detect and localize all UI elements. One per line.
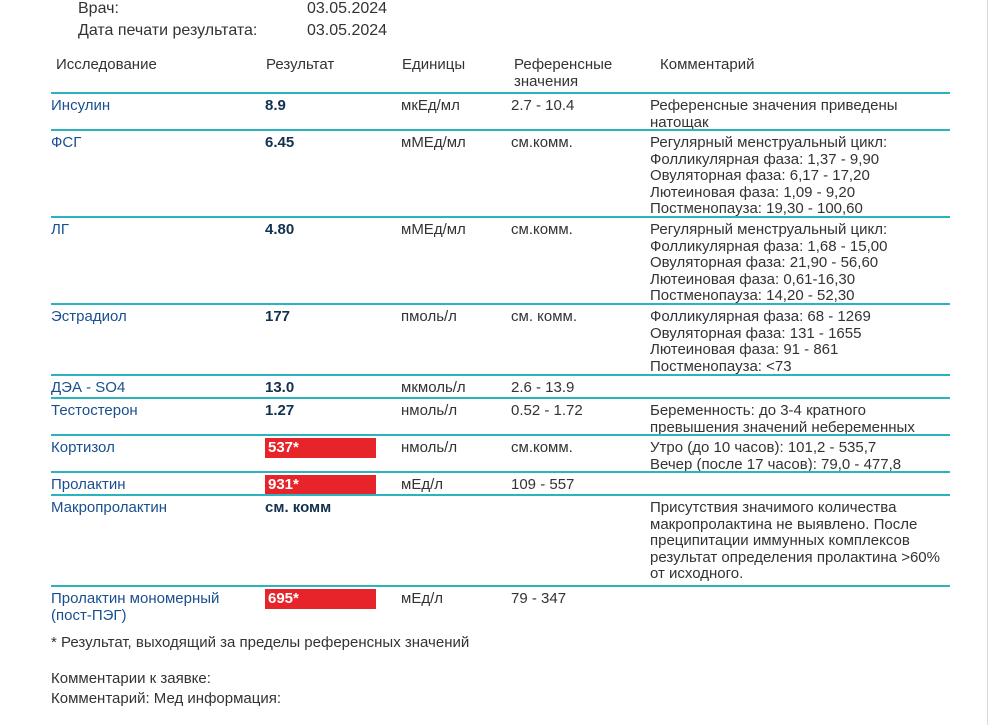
print-date-label: Дата печати результата:: [78, 22, 258, 39]
test-name: Эстрадиол: [51, 308, 127, 325]
result-value-flagged: 695*: [265, 589, 376, 609]
result-value: 4.80: [265, 221, 295, 238]
test-name: Тестостерон: [51, 402, 138, 419]
request-comments-label: Комментарии к заявке:: [51, 670, 211, 687]
doctor-value: 03.05.2024: [307, 0, 388, 17]
test-name: ЛГ: [51, 221, 69, 238]
test-name: Инсулин: [51, 97, 111, 114]
table-row: [51, 471, 950, 495]
result-comment: Регулярный менструальный цикл: Фолликулярная фаза: 1,37 - 9,90 Овуляторная фаза: 6,17 - 17,20 Лютеиновая фаза: 1,09 - 9,20 Постменопауза: 19,30 - 100,60: [650, 134, 888, 217]
result-value: 177: [265, 308, 291, 325]
table-row: [51, 216, 950, 304]
table-row: [51, 434, 950, 472]
result-value-flagged: 931*: [265, 475, 376, 495]
result-units: мМЕд/мл: [401, 221, 466, 238]
print-date-row: [0, 22, 1000, 42]
result-value-flagged: 537*: [265, 438, 376, 458]
table-row: [51, 585, 950, 623]
test-name: ФСГ: [51, 134, 82, 151]
reference-range: см.комм.: [511, 221, 573, 238]
result-value: 8.9: [265, 97, 286, 114]
reference-range: 2.7 - 10.4: [511, 97, 575, 114]
test-name: ДЭА - SO4: [51, 379, 126, 396]
result-comment: Утро (до 10 часов): 101,2 - 535,7 Вечер (после 17 часов): 79,0 - 477,8: [650, 439, 902, 473]
result-units: пмоль/л: [401, 308, 457, 325]
table-row: [51, 374, 950, 398]
result-value: 13.0: [265, 379, 295, 396]
reference-range: 2.6 - 13.9: [511, 379, 575, 396]
test-name: Пролактин мономерный (пост-ПЭГ): [51, 590, 220, 624]
result-units: нмоль/л: [401, 402, 458, 419]
test-name: Макропролактин: [51, 499, 168, 516]
out-of-range-footnote: * Результат, выходящий за пределы референсных значений: [51, 634, 470, 651]
page-edge-line: [987, 0, 988, 725]
column-header-units: Единицы: [402, 56, 466, 73]
reference-range: 0.52 - 1.72: [511, 402, 583, 419]
reference-range: см.комм.: [511, 134, 573, 151]
column-header-result: Результат: [266, 56, 335, 73]
result-value: 1.27: [265, 402, 295, 419]
result-value: 6.45: [265, 134, 295, 151]
test-name: Пролактин: [51, 476, 126, 493]
result-comment: Фолликулярная фаза: 68 - 1269 Овуляторная фаза: 131 - 1655 Лютеиновая фаза: 91 - 861 Постменопауза: <73: [650, 308, 871, 375]
result-units: нмоль/л: [401, 439, 458, 456]
reference-range: см. комм.: [511, 308, 578, 325]
column-header-reference: Референсные значения: [514, 56, 613, 90]
table-row: [51, 303, 950, 375]
result-value: см. комм: [265, 499, 332, 516]
doctor-row: [0, 0, 1000, 20]
result-comment: Беременность: до 3-4 кратного превышения значений небеременных: [650, 402, 915, 436]
result-units: мкмоль/л: [401, 379, 466, 396]
print-date-value: 03.05.2024: [307, 22, 388, 39]
table-row: [51, 129, 950, 217]
doctor-label: Врач:: [78, 0, 119, 17]
reference-range: 109 - 557: [511, 476, 575, 493]
column-header-test: Исследование: [56, 56, 157, 73]
table-row: [51, 397, 950, 435]
result-comment: Регулярный менструальный цикл: Фолликулярная фаза: 1,68 - 15,00 Овуляторная фаза: 21,90 - 56,60 Лютеиновая фаза: 0,61-16,30 Постменопауза: 14,20 - 52,30: [650, 221, 888, 304]
table-row: [51, 494, 950, 582]
table-row: [51, 92, 950, 130]
result-units: мЕд/л: [401, 476, 443, 493]
test-name: Кортизол: [51, 439, 115, 456]
result-units: мМЕд/мл: [401, 134, 466, 151]
result-units: мкЕд/мл: [401, 97, 460, 114]
result-units: мЕд/л: [401, 590, 443, 607]
result-comment: Референсные значения приведены натощак: [650, 97, 898, 131]
reference-range: см.комм.: [511, 439, 573, 456]
column-header-comment: Комментарий: [660, 56, 755, 73]
reference-range: 79 - 347: [511, 590, 567, 607]
request-comment-line: Комментарий: Мед информация:: [51, 690, 282, 707]
result-comment: Присутствия значимого количества макропролактина не выявлено. После преципитации иммунных комплексов результат определения пролактина >60% от исходного.: [650, 499, 940, 582]
